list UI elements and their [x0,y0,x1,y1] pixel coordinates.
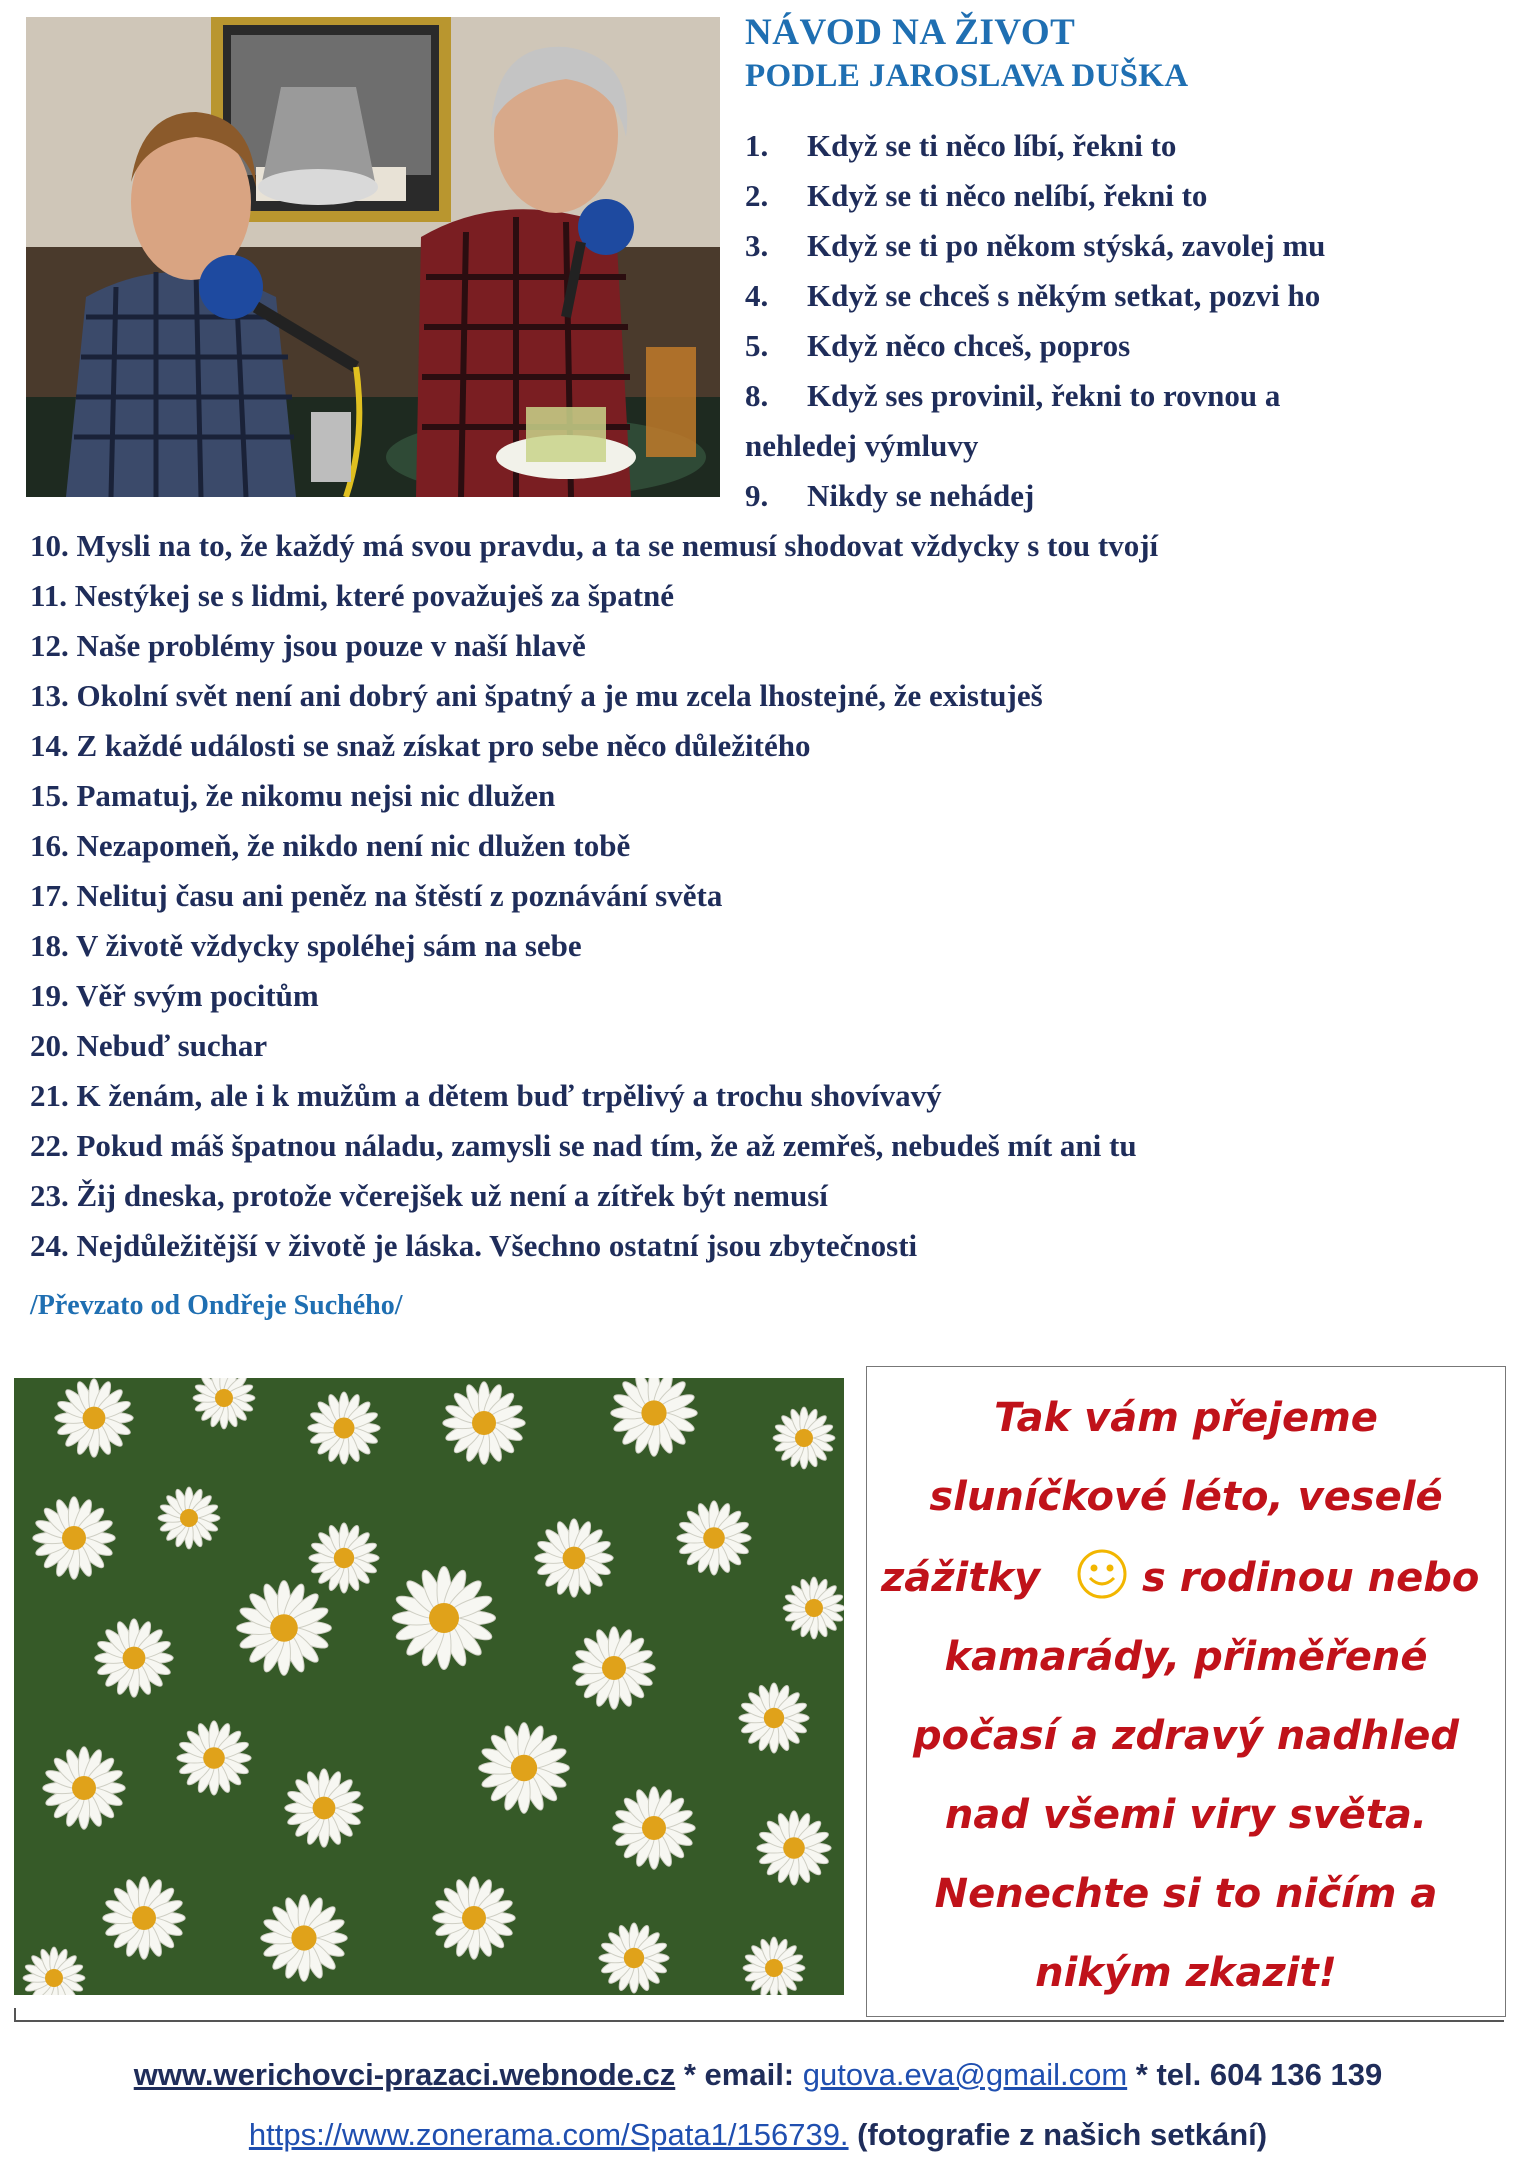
list-item-text: Nikdy se nehádej [807,478,1035,513]
heading-line-1: NÁVOD NA ŽIVOT [745,12,1076,53]
list-item [745,371,1280,421]
page-heading [745,10,1188,96]
list-item-number: 3. [745,228,769,263]
list-item-continuation [745,421,978,471]
list-item: 13. Okolní svět není ani dobrý ani špatný a je mu zcela lhostejné, že existuješ [30,678,1043,713]
wish-line: nad všemi viry světa. [944,1792,1428,1838]
list-item: 15. Pamatuj, že nikomu nejsi nic dlužen [30,778,556,813]
list-item-text: Když se ti něco líbí, řekni to [807,128,1177,163]
wish-line: s rodinou nebo [1142,1555,1480,1601]
list-item: 17. Nelituj času ani peněz na štěstí z poznávání světa [30,878,723,913]
website-link[interactable]: www.werichovci-prazaci.webnode.cz [133,2057,676,2092]
list-item: 12. Naše problémy jsou pouze v naší hlavě [30,628,586,663]
list-item-number: 9. [745,478,769,513]
list-item: 24. Nejdůležitější v životě je láska. Všechno ostatní jsou zbytečnosti [30,1228,918,1263]
phone-text: * tel. 604 136 139 [1127,2057,1383,2092]
list-item: 20. Nebuď suchar [30,1028,268,1063]
wish-line: Nenechte si to ničím a [934,1871,1438,1917]
gallery-link[interactable]: https://www.zonerama.com/Spata1/156739. [248,2117,849,2152]
list-item-text: Když se ti něco nelíbí, řekni to [807,178,1208,213]
smiley-face-icon [1076,1548,1128,1604]
list-item-number: 8. [745,378,769,413]
heading-line-2: PODLE JAROSLAVA DUŠKA [745,58,1189,94]
list-item-number: 4. [745,278,769,313]
list-item [745,221,1325,271]
list-item: 14. Z každé události se snaž získat pro sebe něco důležitého [30,728,811,763]
list-item [745,321,1130,371]
list-item [745,171,1207,221]
list-item-text: Když ses provinil, řekni to rovnou a [807,378,1281,413]
email-link[interactable]: gutova.eva@gmail.com [802,2057,1128,2092]
list-item-number: 2. [745,178,769,213]
list-item: 18. V životě vždycky spoléhej sám na sebe [30,928,582,963]
list-item: 21. K ženám, ale i k mužům a dětem buď trpělivý a trochu shovívavý [30,1078,942,1113]
footer-divider [14,2020,1504,2022]
gallery-note: (fotografie z našich setkání) [848,2117,1268,2152]
list-item-text: nehledej výmluvy [745,428,979,463]
wish-line: sluníčkové léto, veselé [929,1474,1443,1520]
list-item-text: Když něco chceš, popros [807,328,1131,363]
list-item-text: Když se chceš s někým setkat, pozvi ho [807,278,1321,313]
footer-gallery-line [0,2117,1516,2153]
list-item [745,471,1034,521]
list-item-number: 1. [745,128,769,163]
list-item: 22. Pokud máš špatnou náladu, zamysli se nad tím, že až zemřeš, nebudeš mít ani tu [30,1128,1137,1163]
list-item: 10. Mysli na to, že každý má svou pravdu, a ta se nemusí shodovat vždycky s tou tvojí [30,528,1159,563]
wish-line: kamarády, přiměřené [944,1634,1428,1680]
wish-line: počasí a zdravý nadhled [913,1713,1459,1759]
list-item [745,271,1320,321]
source-credit: /Převzato od Ondřeje Suchého/ [30,1290,403,1321]
wish-line: zážitky [881,1555,1041,1601]
list-item: 16. Nezapomeň, že nikdo není nic dlužen tobě [30,828,631,863]
list-item: 19. Věř svým pocitům [30,978,319,1013]
wish-message-box [866,1366,1506,2017]
wish-line: nikým zkazit! [1035,1950,1337,1996]
list-item-text: Když se ti po někom stýská, zavolej mu [807,228,1326,263]
photo-daisies [14,1378,844,1995]
list-item [745,121,1176,171]
list-item-number: 5. [745,328,769,363]
email-label: * email: [675,2057,803,2092]
wish-line: Tak vám přejeme [994,1395,1378,1441]
footer-contact-line [0,2057,1516,2093]
list-item: 11. Nestýkej se s lidmi, které považuješ za špatné [30,578,675,613]
list-item: 23. Žij dneska, protože včerejšek už není a zítřek být nemusí [30,1178,828,1213]
photo-two-men-radio-studio [26,17,720,497]
